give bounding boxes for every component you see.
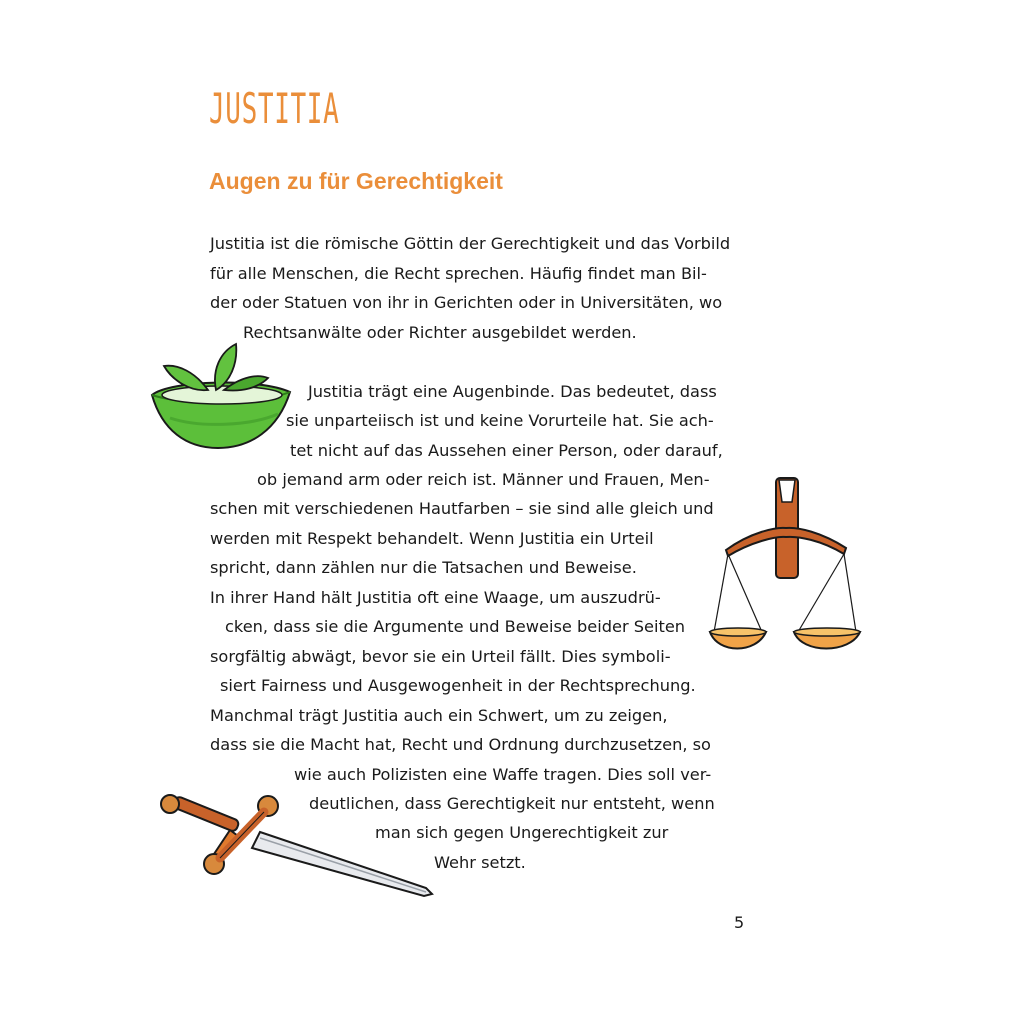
body-line: schen mit verschiedenen Hautfarben – sie sind alle gleich und xyxy=(210,499,714,518)
body-line: für alle Menschen, die Recht sprechen. Häufig findet man Bil- xyxy=(210,264,707,283)
body-line: Wehr setzt. xyxy=(434,853,526,872)
body-line: Manchmal trägt Justitia auch ein Schwert, um zu zeigen, xyxy=(210,706,668,725)
body-line: sorgfältig abwägt, bevor sie ein Urteil fällt. Dies symboli- xyxy=(210,647,671,666)
body-line: man sich gegen Ungerechtigkeit zur xyxy=(375,823,669,842)
scales-illustration xyxy=(706,472,866,682)
body-line: Justitia trägt eine Augenbinde. Das bedeutet, dass xyxy=(308,382,717,401)
body-line: der oder Statuen von ihr in Gerichten oder in Universitäten, wo xyxy=(210,293,723,312)
body-line: spricht, dann zählen nur die Tatsachen und Beweise. xyxy=(210,558,637,577)
body-line: dass sie die Macht hat, Recht und Ordnung durchzusetzen, so xyxy=(210,735,711,754)
page-number: 5 xyxy=(734,913,745,932)
body-line: ob jemand arm oder reich ist. Männer und Frauen, Men- xyxy=(257,470,710,489)
body-line: Justitia ist die römische Göttin der Gerechtigkeit und das Vorbild xyxy=(210,234,731,253)
sword-illustration xyxy=(160,790,450,910)
body-line: sie unparteiisch ist und keine Vorurteile hat. Sie ach- xyxy=(286,411,714,430)
body-line: siert Fairness und Ausgewogenheit in der Rechtsprechung. xyxy=(220,676,696,695)
page-title: JUSTITIA xyxy=(209,84,340,133)
body-line: werden mit Respekt behandelt. Wenn Justitia ein Urteil xyxy=(210,529,654,548)
body-line: deutlichen, dass Gerechtigkeit nur entsteht, wenn xyxy=(309,794,715,813)
page-subtitle: Augen zu für Gerechtigkeit xyxy=(209,168,503,194)
body-line: Rechtsanwälte oder Richter ausgebildet werden. xyxy=(243,323,637,342)
body-line: cken, dass sie die Argumente und Beweise beider Seiten xyxy=(225,617,686,636)
body-line: In ihrer Hand hält Justitia oft eine Waage, um auszudrü- xyxy=(210,588,661,607)
body-line: wie auch Polizisten eine Waffe tragen. Dies soll ver- xyxy=(294,765,712,784)
body-line: tet nicht auf das Aussehen einer Person, oder darauf, xyxy=(290,441,723,460)
blindfold-illustration xyxy=(150,340,300,455)
